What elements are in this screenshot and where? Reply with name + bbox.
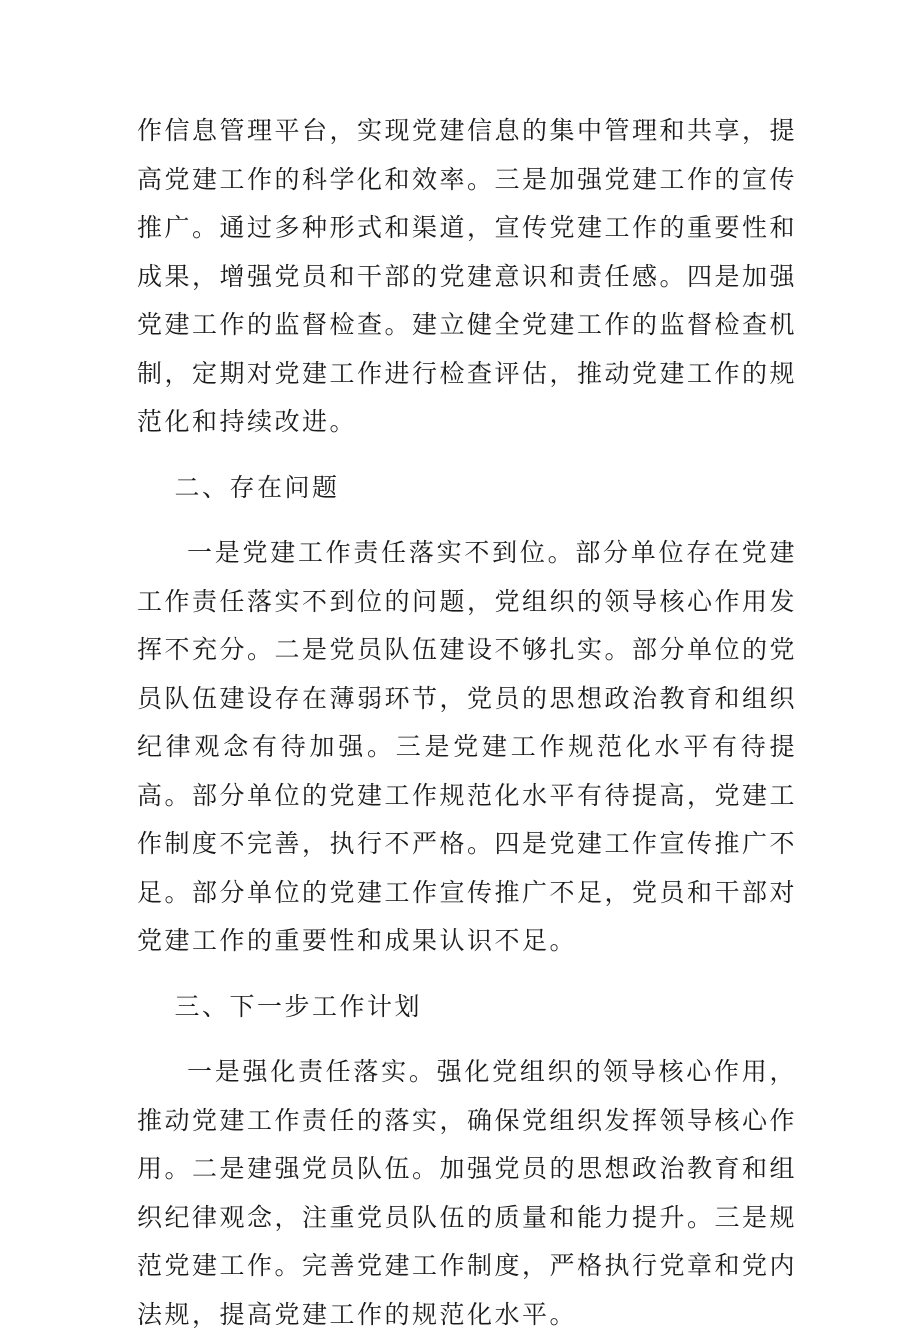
continuation-paragraph: 作信息管理平台，实现党建信息的集中管理和共享，提高党建工作的科学化和效率。三是加强党建工作的宣传推广。通过多种形式和渠道，宣传党建工作的重要性和成果，增强党员和干部的党建意识和责任感。四是加强党建工作的监督检查。建立健全党建工作的监督检查机制，定期对党建工作进行检查评估，推动党建工作的规范化和持续改进。 [137, 116, 798, 436]
section-heading-next-plan: 三、下一步工作计划 [174, 991, 423, 1021]
problems-paragraph: 一是党建工作责任落实不到位。部分单位存在党建工作责任落实不到位的问题，党组织的领导核心作用发挥不充分。二是党员队伍建设不够扎实。部分单位的党员队伍建设存在薄弱环节，党员的思想政治教育和组织纪律观念有待加强。三是党建工作规范化水平有待提高。部分单位的党建工作规范化水平有待提高，党建工作制度不完善，执行不严格。四是党建工作宣传推广不足。部分单位的党建工作宣传推广不足，党员和干部对党建工作的重要性和成果认识不足。 [137, 538, 798, 955]
section-heading-problems: 二、存在问题 [174, 472, 340, 502]
next-plan-paragraph: 一是强化责任落实。强化党组织的领导核心作用，推动党建工作责任的落实，确保党组织发挥领导核心作用。二是建强党员队伍。加强党员的思想政治教育和组织纪律观念，注重党员队伍的质量和能力提升。三是规范党建工作。完善党建工作制度，严格执行党章和党内法规，提高党建工作的规范化水平。 [137, 1057, 798, 1329]
document-body [137, 107, 797, 1339]
